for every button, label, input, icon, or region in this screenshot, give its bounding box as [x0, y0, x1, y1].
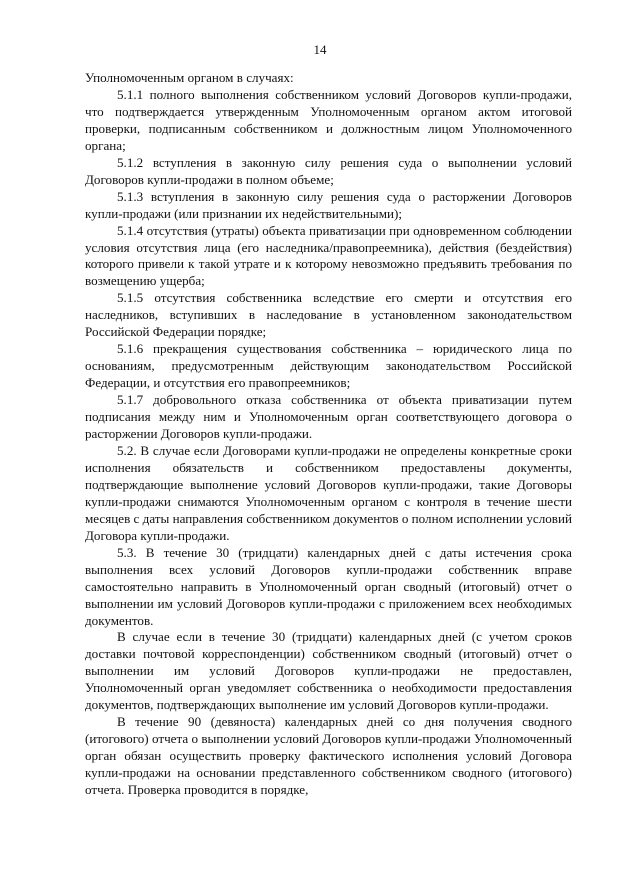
paragraph-5-1-6: 5.1.6 прекращения существования собственника – юридического лица по основаниям, предусмотренным действующим законодательством Российской Федерации, и отсутствия его правопреемников;	[85, 341, 572, 391]
paragraph-intro: Уполномоченным органом в случаях:	[85, 70, 294, 85]
paragraph-5-3-verification: В течение 90 (девяноста) календарных дней со дня получения сводного (итогового) отчета о выполнении условий Договоров купли-продажи Уполномоченный орган обязан осуществить проверку фактического исполнения условий Договора купли-продажи на основании представленного собственником сводного (итогового) отчета. Проверка проводится в порядке,	[85, 714, 572, 798]
paragraph-5-3-notice: В случае если в течение 30 (тридцати) календарных дней (с учетом сроков доставки почтовой корреспонденции) собственником сводный (итоговый) отчет о выполнении им условий Договоров купли-продажи не предоставлен, Уполномоченный орган уведомляет собственника о необходимости предоставления документов, подтверждающих выполнение им условий Договоров купли-продажи.	[85, 629, 572, 713]
paragraph-5-1-5: 5.1.5 отсутствия собственника вследствие его смерти и отсутствия его наследников, вступивших в наследование в установленном законодательством Российской Федерации порядке;	[85, 290, 572, 340]
paragraph-5-1-3: 5.1.3 вступления в законную силу решения суда о расторжении Договоров купли-продажи (или признании их недействительными);	[85, 188, 572, 221]
paragraph-5-1-1: 5.1.1 полного выполнения собственником условий Договоров купли-продажи, что подтверждается утвержденным Уполномоченным органом актом итоговой проверки, подписанным собственником и должностным лицом Уполномоченного органа;	[85, 86, 572, 153]
document-body	[85, 70, 572, 799]
paragraph-5-1-4: 5.1.4 отсутствия (утраты) объекта приватизации при одновременном соблюдении условия отсутствия лица (его наследника/правопреемника), действия (бездействия) которого привели к такой утрате и к которому невозможно предъявить требования по возмещению ущерба;	[85, 222, 572, 289]
page-number: 14	[313, 42, 327, 57]
paragraph-5-2: 5.2. В случае если Договорами купли-продажи не определены конкретные сроки исполнения обязательств и собственником предоставлены документы, подтверждающие выполнение условий Договоров купли-продажи, такие Договоры купли-продажи снимаются Уполномоченным органом с контроля в течение шести месяцев с даты направления собственником документов о полном исполнении условий Договора купли-продажи.	[85, 442, 572, 543]
paragraph-5-3: 5.3. В течение 30 (тридцати) календарных дней с даты истечения срока выполнения всех условий Договоров купли-продажи собственник вправе самостоятельно направить в Уполномоченный орган сводный (итоговый) отчет о выполнении им условий Договоров купли-продажи с приложением всех необходимых документов.	[85, 544, 572, 628]
paragraph-5-1-7: 5.1.7 добровольного отказа собственника от объекта приватизации путем подписания между ним и Уполномоченным орган соответствующего договора о расторжении Договоров купли-продажи.	[85, 392, 572, 442]
paragraph-5-1-2: 5.1.2 вступления в законную силу решения суда о выполнении условий Договоров купли-продажи в полном объеме;	[85, 154, 572, 187]
